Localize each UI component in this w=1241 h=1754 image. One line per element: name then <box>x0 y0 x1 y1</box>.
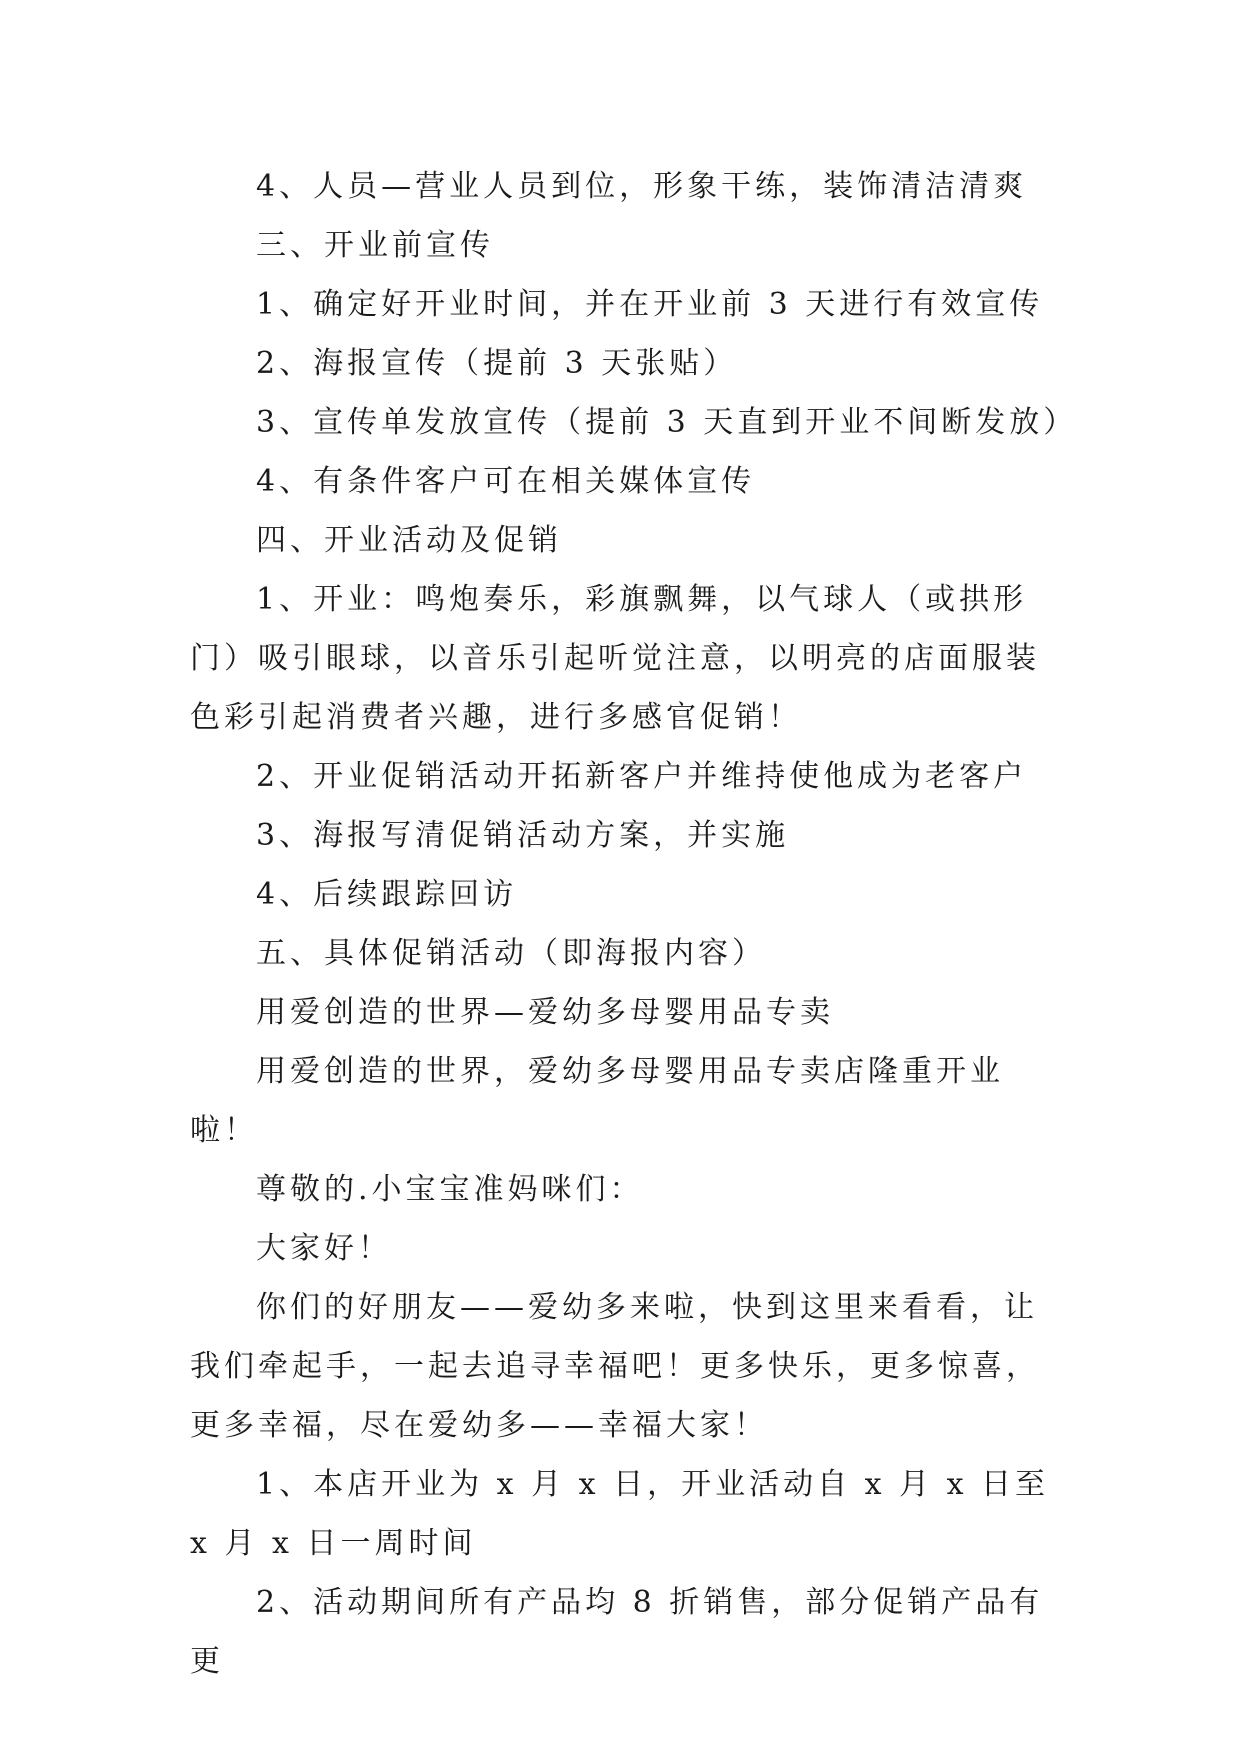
paragraph: 2、开业促销活动开拓新客户并维持使他成为老客户 <box>256 759 1028 794</box>
paragraph: 4、有条件客户可在相关媒体宣传 <box>256 464 756 499</box>
paragraph: 2、活动期间所有产品均 8 折销售，部分促销产品有更 <box>190 1585 1044 1679</box>
paragraph: 用爱创造的世界—爱幼多母婴用品专卖 <box>256 995 834 1030</box>
document-body <box>190 157 1078 1691</box>
section-heading: 三、开业前宣传 <box>256 228 494 263</box>
paragraph: 3、海报写清促销活动方案，并实施 <box>256 818 790 853</box>
paragraph: 1、开业：鸣炮奏乐，彩旗飘舞，以气球人（或拱形门）吸引眼球，以音乐引起听觉注意，以明亮的店面服装色彩引起消费者兴趣，进行多感官促销！ <box>190 582 1040 735</box>
paragraph: 你们的好朋友——爱幼多来啦，快到这里来看看，让我们牵起手，一起去追寻幸福吧！更多快乐，更多惊喜，更多幸福，尽在爱幼多——幸福大家！ <box>190 1290 1040 1443</box>
paragraph: 1、本店开业为 x 月 x 日，开业活动自 x 月 x 日至 x 月 x 日一周时间 <box>190 1467 1050 1561</box>
paragraph: 用爱创造的世界，爱幼多母婴用品专卖店隆重开业啦！ <box>190 1054 1004 1148</box>
paragraph: 2、海报宣传（提前 3 天张贴） <box>256 346 738 381</box>
paragraph: 尊敬的.小宝宝准妈咪们： <box>256 1172 644 1207</box>
section-heading: 五、具体促销活动（即海报内容） <box>256 936 766 971</box>
paragraph: 大家好！ <box>256 1231 392 1266</box>
paragraph: 1、确定好开业时间，并在开业前 3 天进行有效宣传 <box>256 287 1044 322</box>
paragraph: 4、后续跟踪回访 <box>256 877 518 912</box>
paragraph: 4、人员—营业人员到位，形象干练，装饰清洁清爽 <box>256 169 1028 204</box>
section-heading: 四、开业活动及促销 <box>256 523 562 558</box>
paragraph: 3、宣传单发放宣传（提前 3 天直到开业不间断发放） <box>256 405 1078 440</box>
